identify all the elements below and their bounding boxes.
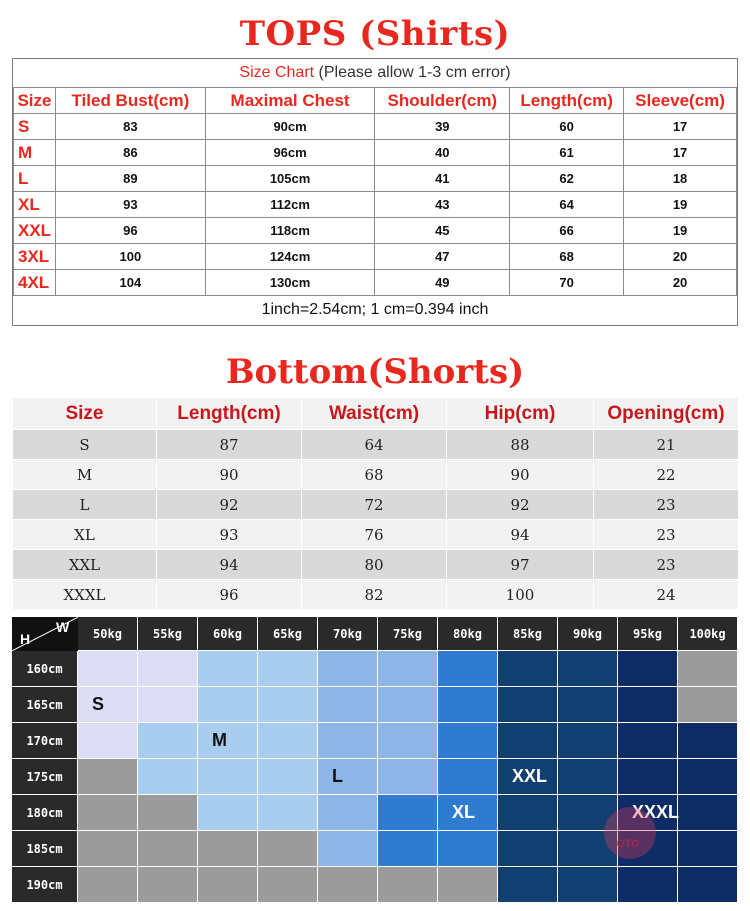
unit-conversion-note: 1inch=2.54cm; 1 cm=0.394 inch [261,301,489,318]
size-zone-cell [498,867,558,903]
bottom-value-cell: 23 [594,550,739,580]
size-zone-cell [558,759,618,795]
size-zone-cell [138,651,198,687]
size-zone-label: M [212,730,227,750]
bottom-header-row [13,398,739,430]
tops-size-cell: M [14,140,56,166]
bottom-value-cell: 21 [594,430,739,460]
size-zone-cell [678,759,738,795]
size-zone-cell [258,687,318,723]
tops-size-cell: XXL [14,218,56,244]
size-zone-cell [198,795,258,831]
tops-value-cell: 93 [55,192,205,218]
bottom-value-cell: 23 [594,520,739,550]
size-zone-cell [138,759,198,795]
bottom-value-cell: 92 [157,490,302,520]
bottom-value-cell: 90 [157,460,302,490]
size-zone-cell [198,723,258,759]
size-zone-cell [318,867,378,903]
size-zone-cell [78,795,138,831]
bottom-value-cell: 68 [302,460,447,490]
size-zone-cell [198,831,258,867]
grid-corner [12,617,78,651]
size-zone-cell [558,651,618,687]
size-zone-label: XL [452,802,476,822]
height-header: 160cm [12,651,78,687]
size-zone-cell [378,651,438,687]
tops-value-cell: 39 [375,114,510,140]
size-zone-cell [618,651,678,687]
bottom-table [12,397,739,610]
weight-header: 65kg [258,617,318,651]
weight-header: 50kg [78,617,138,651]
tops-caption-note: (Please allow 1-3 cm error) [314,64,511,81]
size-zone-cell [78,759,138,795]
bottom-value-cell: 96 [157,580,302,610]
size-zone-cell [138,867,198,903]
size-zone-cell [378,759,438,795]
tops-size-cell: L [14,166,56,192]
height-header: 185cm [12,831,78,867]
tops-value-cell: 105cm [205,166,375,192]
bottom-row [13,490,739,520]
tops-value-cell: 70 [510,270,624,296]
tops-value-cell: 43 [375,192,510,218]
size-zone-cell [318,759,378,795]
tops-value-cell: 19 [624,192,737,218]
bottom-size-cell: XXL [13,550,157,580]
tops-value-cell: 49 [375,270,510,296]
height-weight-size-grid [12,617,738,903]
bottom-value-cell: 76 [302,520,447,550]
tops-value-cell: 20 [624,244,737,270]
size-zone-cell [138,795,198,831]
tops-value-cell: 41 [375,166,510,192]
size-zone-cell [258,831,318,867]
weight-header: 70kg [318,617,378,651]
tops-title: TOPS (Shirts) [239,14,511,54]
tops-value-cell: 18 [624,166,737,192]
tops-value-cell: 83 [55,114,205,140]
bottom-row [13,550,739,580]
height-header: 175cm [12,759,78,795]
tops-table [13,87,737,296]
tops-value-cell: 64 [510,192,624,218]
size-zone-cell [378,831,438,867]
weight-header: 80kg [438,617,498,651]
height-axis-label: H [20,631,31,647]
tops-value-cell: 89 [55,166,205,192]
bottom-value-cell: 94 [157,550,302,580]
bottom-size-cell: L [13,490,157,520]
weight-axis-label: W [56,619,70,635]
size-zone-cell [258,759,318,795]
size-zone-cell [678,651,738,687]
size-zone-cell [498,723,558,759]
size-zone-cell [318,831,378,867]
size-zone-cell [678,867,738,903]
tops-row [14,140,737,166]
tops-caption [13,59,737,88]
bottom-header-cell: Length(cm) [157,398,302,430]
height-header: 165cm [12,687,78,723]
weight-header: 60kg [198,617,258,651]
size-zone-cell [618,867,678,903]
bottom-value-cell: 93 [157,520,302,550]
size-zone-cell [558,723,618,759]
size-zone-cell [258,867,318,903]
size-zone-cell [258,651,318,687]
size-zone-cell [198,651,258,687]
height-header: 180cm [12,795,78,831]
size-zone-cell [618,687,678,723]
height-header: 190cm [12,867,78,903]
size-zone-cell [138,687,198,723]
size-zone-cell [438,687,498,723]
weight-header: 75kg [378,617,438,651]
bottom-header-cell: Opening(cm) [594,398,739,430]
bottom-row [13,520,739,550]
bottom-header-cell: Hip(cm) [447,398,594,430]
tops-value-cell: 90cm [205,114,375,140]
tops-value-cell: 61 [510,140,624,166]
size-zone-cell [438,723,498,759]
size-zone-cell [78,867,138,903]
watermark-logo [604,807,656,859]
tops-value-cell: 86 [55,140,205,166]
bottom-size-cell: XXXL [13,580,157,610]
size-zone-cell [258,723,318,759]
tops-value-cell: 104 [55,270,205,296]
size-zone-cell [138,831,198,867]
bottom-value-cell: 23 [594,490,739,520]
tops-row [14,192,737,218]
size-zone-cell [78,723,138,759]
tops-header-cell: Size [14,88,56,114]
tops-row [14,244,737,270]
tops-value-cell: 96cm [205,140,375,166]
bottom-value-cell: 94 [447,520,594,550]
size-zone-cell [198,759,258,795]
size-zone-cell [318,651,378,687]
bottom-title: Bottom(Shorts) [225,352,525,392]
weight-header: 55kg [138,617,198,651]
bottom-size-cell: S [13,430,157,460]
size-zone-cell [618,759,678,795]
size-zone-cell [498,687,558,723]
tops-row [14,166,737,192]
weight-header: 95kg [618,617,678,651]
size-zone-cell [678,831,738,867]
bottom-value-cell: 64 [302,430,447,460]
tops-value-cell: 62 [510,166,624,192]
size-zone-cell [258,795,318,831]
bottom-header-cell: Size [13,398,157,430]
tops-caption-label: Size Chart [239,64,315,81]
weight-header: 100kg [678,617,738,651]
bottom-row [13,460,739,490]
size-zone-cell [498,651,558,687]
bottom-value-cell: 87 [157,430,302,460]
tops-value-cell: 124cm [205,244,375,270]
size-zone-cell [318,795,378,831]
size-zone-cell [78,831,138,867]
bottom-value-cell: 100 [447,580,594,610]
bottom-header-cell: Waist(cm) [302,398,447,430]
tops-size-cell: 3XL [14,244,56,270]
tops-value-cell: 66 [510,218,624,244]
tops-row [14,114,737,140]
tops-header-cell: Shoulder(cm) [375,88,510,114]
tops-value-cell: 17 [624,140,737,166]
size-zone-cell [378,687,438,723]
tops-value-cell: 45 [375,218,510,244]
weight-header: 90kg [558,617,618,651]
tops-header-cell: Tiled Bust(cm) [55,88,205,114]
tops-row [14,270,737,296]
size-zone-cell [378,867,438,903]
size-zone-cell [378,723,438,759]
bottom-value-cell: 22 [594,460,739,490]
tops-size-cell: S [14,114,56,140]
size-zone-cell [558,867,618,903]
size-zone-label: XXL [512,766,548,786]
size-zone-cell [378,795,438,831]
bottom-size-cell: M [13,460,157,490]
bottom-value-cell: 92 [447,490,594,520]
bottom-value-cell: 88 [447,430,594,460]
watermark-text: OTO [616,838,640,850]
tops-header-cell: Maximal Chest [205,88,375,114]
tops-value-cell: 17 [624,114,737,140]
tops-size-chart [12,58,738,326]
bottom-value-cell: 97 [447,550,594,580]
tops-row [14,218,737,244]
size-zone-cell [198,867,258,903]
tops-value-cell: 118cm [205,218,375,244]
size-zone-label: S [92,694,105,714]
size-zone-label: L [332,766,343,786]
size-zone-cell [78,687,138,723]
size-zone-label: XXXL [632,802,680,822]
tops-value-cell: 60 [510,114,624,140]
size-zone-cell [318,687,378,723]
tops-value-cell: 47 [375,244,510,270]
size-zone-cell [198,687,258,723]
size-zone-cell [438,831,498,867]
bottom-size-cell: XL [13,520,157,550]
size-zone-cell [438,651,498,687]
size-zone-cell [438,759,498,795]
bottom-value-cell: 90 [447,460,594,490]
tops-value-cell: 20 [624,270,737,296]
weight-header: 85kg [498,617,558,651]
size-zone-cell [618,723,678,759]
bottom-value-cell: 24 [594,580,739,610]
tops-size-cell: 4XL [14,270,56,296]
size-zone-cell [498,831,558,867]
tops-value-cell: 68 [510,244,624,270]
tops-value-cell: 19 [624,218,737,244]
height-header: 170cm [12,723,78,759]
bottom-row [13,430,739,460]
tops-value-cell: 40 [375,140,510,166]
tops-value-cell: 112cm [205,192,375,218]
size-zone-cell [558,687,618,723]
tops-value-cell: 96 [55,218,205,244]
size-zone-cell [678,795,738,831]
size-zone-cell [318,723,378,759]
tops-size-cell: XL [14,192,56,218]
size-zone-cell [678,687,738,723]
size-zone-cell [138,723,198,759]
bottom-row [13,580,739,610]
tops-header-cell: Sleeve(cm) [624,88,737,114]
bottom-value-cell: 82 [302,580,447,610]
bottom-value-cell: 72 [302,490,447,520]
size-zone-cell [678,723,738,759]
tops-value-cell: 100 [55,244,205,270]
bottom-value-cell: 80 [302,550,447,580]
tops-header-row [14,88,737,114]
tops-header-cell: Length(cm) [510,88,624,114]
size-zone-cell [78,651,138,687]
size-zone-cell [438,867,498,903]
tops-value-cell: 130cm [205,270,375,296]
size-zone-cell [498,795,558,831]
